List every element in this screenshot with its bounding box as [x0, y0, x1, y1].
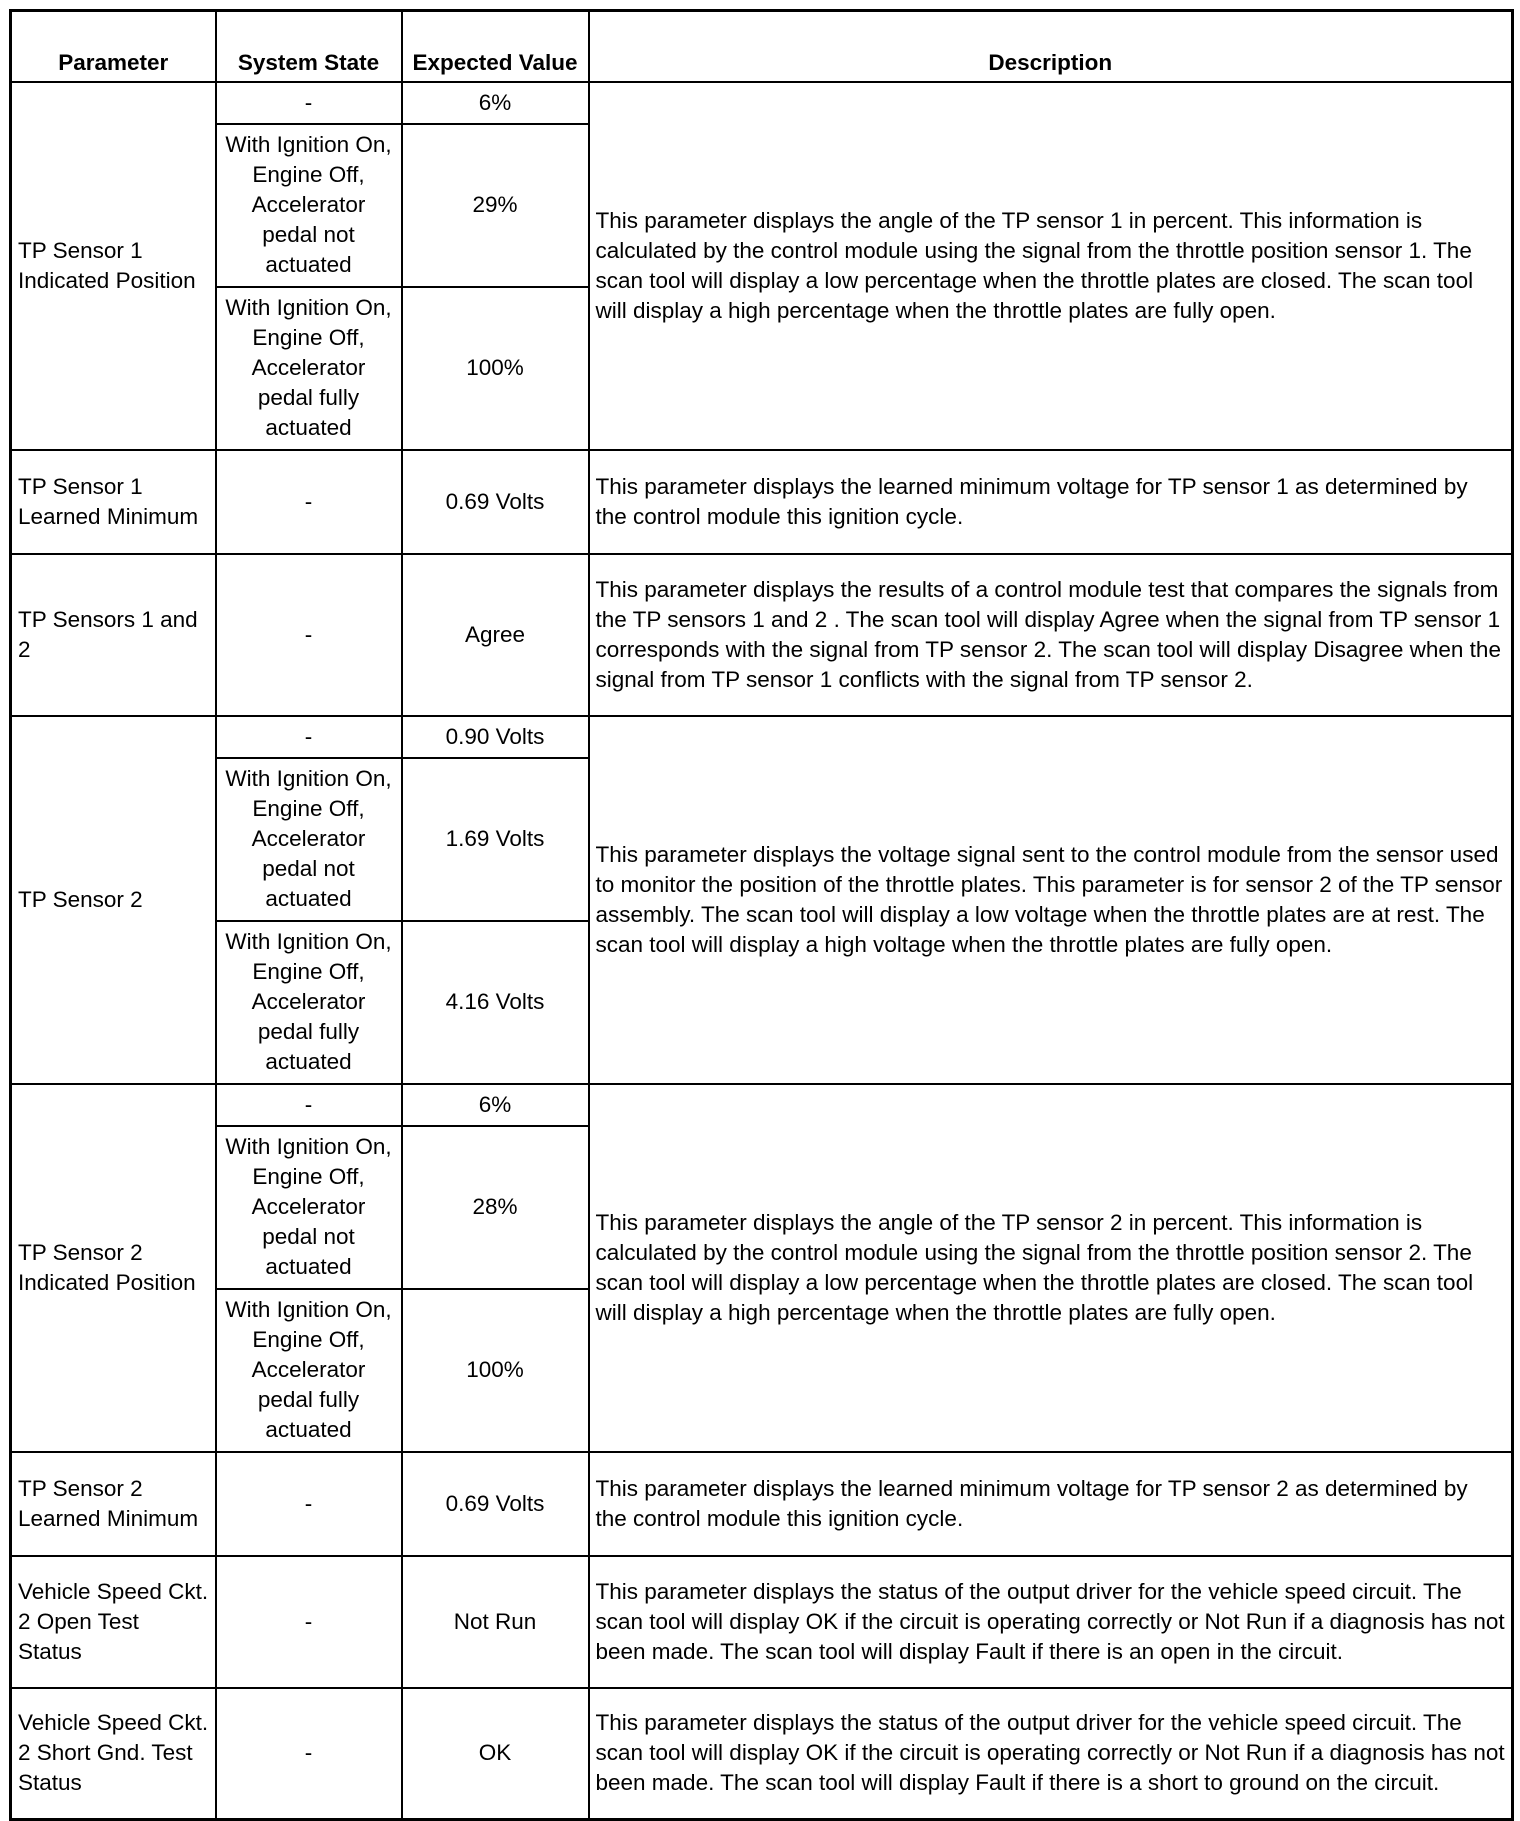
expected-value-cell: Not Run	[402, 1556, 589, 1688]
table-row	[11, 450, 1513, 554]
expected-value-cell: 1.69 Volts	[402, 758, 589, 921]
header-expected-value: Expected Value	[402, 11, 589, 82]
description-cell: This parameter displays the angle of the TP sensor 1 in percent. This information is calculated by the control module using the signal from the throttle position sensor 1. The scan tool will display a low percentage when the throttle plates are closed. The scan tool will display a high percentage when the throttle plates are fully open.	[589, 82, 1513, 450]
table-row	[11, 554, 1513, 716]
header-system-state: System State	[216, 11, 402, 82]
description-cell: This parameter displays the angle of the TP sensor 2 in percent. This information is calculated by the control module using the signal from the throttle position sensor 2. The scan tool will display a low percentage when the throttle plates are closed. The scan tool will display a high percentage when the throttle plates are fully open.	[589, 1084, 1513, 1452]
expected-value-cell: 4.16 Volts	[402, 921, 589, 1084]
parameter-cell: TP Sensor 2 Indicated Position	[11, 1084, 216, 1452]
parameter-cell: Vehicle Speed Ckt. 2 Open Test Status	[11, 1556, 216, 1688]
description-cell: This parameter displays the results of a control module test that compares the signals from the TP sensors 1 and 2 . The scan tool will display Agree when the signal from TP sensor 1 corresponds with the signal from TP sensor 2. The scan tool will display Disagree when the signal from TP sensor 1 conflicts with the signal from TP sensor 2.	[589, 554, 1513, 716]
expected-value-cell: Agree	[402, 554, 589, 716]
description-cell: This parameter displays the learned minimum voltage for TP sensor 1 as determined by the control module this ignition cycle.	[589, 450, 1513, 554]
parameter-cell: TP Sensor 1 Learned Minimum	[11, 450, 216, 554]
document-page	[9, 9, 1514, 1821]
table-row	[11, 1084, 1513, 1126]
system-state-cell: With Ignition On, Engine Off, Accelerator pedal fully actuated	[216, 921, 402, 1084]
header-parameter: Parameter	[11, 11, 216, 82]
parameter-cell: TP Sensors 1 and 2	[11, 554, 216, 716]
system-state-cell: -	[216, 554, 402, 716]
table-row	[11, 716, 1513, 758]
system-state-cell: With Ignition On, Engine Off, Accelerator pedal not actuated	[216, 124, 402, 287]
system-state-cell: -	[216, 1688, 402, 1820]
expected-value-cell: 0.90 Volts	[402, 716, 589, 758]
header-description: Description	[589, 11, 1513, 82]
system-state-cell: -	[216, 1452, 402, 1556]
table-header-row	[11, 11, 1513, 82]
system-state-cell: -	[216, 1556, 402, 1688]
system-state-cell: With Ignition On, Engine Off, Accelerator pedal fully actuated	[216, 1289, 402, 1452]
expected-value-cell: 0.69 Volts	[402, 1452, 589, 1556]
description-cell: This parameter displays the status of the output driver for the vehicle speed circuit. The scan tool will display OK if the circuit is operating correctly or Not Run if a diagnosis has not been made. The scan tool will display Fault if there is an open in the circuit.	[589, 1556, 1513, 1688]
expected-value-cell: 29%	[402, 124, 589, 287]
expected-value-cell: 0.69 Volts	[402, 450, 589, 554]
parameter-cell: TP Sensor 2	[11, 716, 216, 1084]
expected-value-cell: 100%	[402, 1289, 589, 1452]
expected-value-cell: OK	[402, 1688, 589, 1820]
table-row	[11, 1452, 1513, 1556]
system-state-cell: With Ignition On, Engine Off, Accelerator pedal not actuated	[216, 1126, 402, 1289]
system-state-cell: -	[216, 716, 402, 758]
expected-value-cell: 6%	[402, 82, 589, 124]
system-state-cell: -	[216, 1084, 402, 1126]
system-state-cell: With Ignition On, Engine Off, Accelerator pedal fully actuated	[216, 287, 402, 450]
parameter-table	[9, 9, 1514, 1821]
parameter-cell: TP Sensor 1 Indicated Position	[11, 82, 216, 450]
table-row	[11, 1688, 1513, 1820]
expected-value-cell: 28%	[402, 1126, 589, 1289]
system-state-cell: With Ignition On, Engine Off, Accelerator pedal not actuated	[216, 758, 402, 921]
table-row	[11, 82, 1513, 124]
system-state-cell: -	[216, 82, 402, 124]
parameter-cell: Vehicle Speed Ckt. 2 Short Gnd. Test Status	[11, 1688, 216, 1820]
description-cell: This parameter displays the voltage signal sent to the control module from the sensor used to monitor the position of the throttle plates. This parameter is for sensor 2 of the TP sensor assembly. The scan tool will display a low voltage when the throttle plates are at rest. The scan tool will display a high voltage when the throttle plates are fully open.	[589, 716, 1513, 1084]
parameter-cell: TP Sensor 2 Learned Minimum	[11, 1452, 216, 1556]
table-row	[11, 1556, 1513, 1688]
description-cell: This parameter displays the status of the output driver for the vehicle speed circuit. The scan tool will display OK if the circuit is operating correctly or Not Run if a diagnosis has not been made. The scan tool will display Fault if there is a short to ground on the circuit.	[589, 1688, 1513, 1820]
description-cell: This parameter displays the learned minimum voltage for TP sensor 2 as determined by the control module this ignition cycle.	[589, 1452, 1513, 1556]
system-state-cell: -	[216, 450, 402, 554]
expected-value-cell: 100%	[402, 287, 589, 450]
expected-value-cell: 6%	[402, 1084, 589, 1126]
